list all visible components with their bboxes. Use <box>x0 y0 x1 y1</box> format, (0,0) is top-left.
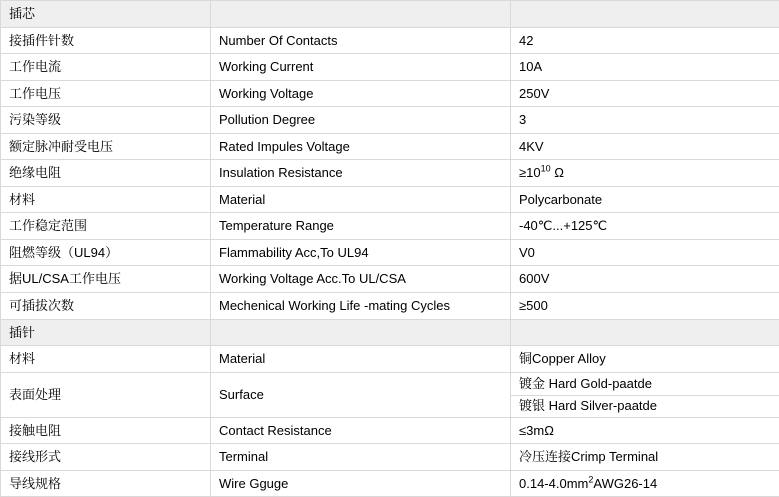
spec-label-cn: 表面处理 <box>1 372 211 417</box>
spec-value: 冷压连接Crimp Terminal <box>511 444 779 471</box>
spec-label-en: Material <box>211 186 511 213</box>
table-row <box>1 54 779 81</box>
spec-value: 10A <box>511 54 779 81</box>
spec-label-en: Working Voltage Acc.To UL/CSA <box>211 266 511 293</box>
spec-label-en: Surface <box>211 372 511 417</box>
spec-label-cn: 接插件针数 <box>1 27 211 54</box>
value-suffix: AWG26-14 <box>593 476 657 491</box>
spec-value: 42 <box>511 27 779 54</box>
spec-value: 4KV <box>511 133 779 160</box>
section-header-spacer-value <box>511 319 779 346</box>
table-row <box>1 444 779 471</box>
spec-label-cn: 接触电阻 <box>1 417 211 444</box>
spec-label-en: Temperature Range <box>211 213 511 240</box>
table-row <box>1 213 779 240</box>
spec-label-cn: 材料 <box>1 186 211 213</box>
section-header-spacer-en <box>211 319 511 346</box>
spec-value: 铜Copper Alloy <box>511 346 779 373</box>
spec-value: V0 <box>511 239 779 266</box>
spec-label-cn: 额定脉冲耐受电压 <box>1 133 211 160</box>
spec-label-en: Pollution Degree <box>211 107 511 134</box>
spec-value: 250V <box>511 80 779 107</box>
section-header-row <box>1 1 779 28</box>
spec-label-cn: 据UL/CSA工作电压 <box>1 266 211 293</box>
table-row <box>1 470 779 497</box>
value-exponent: 10 <box>541 164 551 174</box>
table-row <box>1 293 779 320</box>
spec-label-en: Flammability Acc,To UL94 <box>211 239 511 266</box>
spec-label-cn: 阻燃等级（UL94） <box>1 239 211 266</box>
table-row <box>1 186 779 213</box>
spec-value-group <box>511 372 779 417</box>
spec-label-en: Working Voltage <box>211 80 511 107</box>
section-header-spacer-value <box>511 1 779 28</box>
section-header-row <box>1 319 779 346</box>
spec-label-cn: 污染等级 <box>1 107 211 134</box>
spec-label-cn: 材料 <box>1 346 211 373</box>
table-row <box>1 417 779 444</box>
spec-label-cn: 绝缘电阻 <box>1 160 211 187</box>
spec-value: ≥500 <box>511 293 779 320</box>
spec-label-cn: 导线规格 <box>1 470 211 497</box>
spec-value: Polycarbonate <box>511 186 779 213</box>
table-row <box>1 80 779 107</box>
spec-label-en: Rated Impules Voltage <box>211 133 511 160</box>
spec-value: 3 <box>511 107 779 134</box>
value-exponent: 2 <box>588 474 593 484</box>
spec-label-cn: 可插拔次数 <box>1 293 211 320</box>
spec-label-en: Working Current <box>211 54 511 81</box>
table-row <box>1 160 779 187</box>
spec-value: 镀银 Hard Silver-paatde <box>511 395 779 417</box>
table-row <box>1 107 779 134</box>
table-row <box>1 239 779 266</box>
section-label-insert-core: 插芯 <box>1 1 211 28</box>
spec-label-en: Terminal <box>211 444 511 471</box>
spec-label-en: Material <box>211 346 511 373</box>
table-row <box>1 266 779 293</box>
spec-value: -40℃...+125℃ <box>511 213 779 240</box>
spec-value <box>511 470 779 497</box>
section-label-contact-pin: 插针 <box>1 319 211 346</box>
spec-label-cn: 接线形式 <box>1 444 211 471</box>
table-row <box>1 372 779 417</box>
spec-label-en: Contact Resistance <box>211 417 511 444</box>
spec-value: 镀金 Hard Gold-paatde <box>511 373 779 395</box>
value-prefix: 0.14-4.0mm <box>519 476 588 491</box>
value-suffix: Ω <box>551 165 564 180</box>
spec-label-en: Mechenical Working Life -mating Cycles <box>211 293 511 320</box>
spec-label-en: Insulation Resistance <box>211 160 511 187</box>
spec-label-en: Number Of Contacts <box>211 27 511 54</box>
spec-value: 600V <box>511 266 779 293</box>
spec-label-cn: 工作电压 <box>1 80 211 107</box>
spec-value: ≤3mΩ <box>511 417 779 444</box>
table-row <box>1 346 779 373</box>
table-row <box>1 133 779 160</box>
spec-label-cn: 工作电流 <box>1 54 211 81</box>
spec-label-en: Wire Gguge <box>211 470 511 497</box>
spec-label-cn: 工作稳定范围 <box>1 213 211 240</box>
section-header-spacer-en <box>211 1 511 28</box>
table-row <box>1 27 779 54</box>
value-prefix: ≥10 <box>519 165 541 180</box>
spec-value <box>511 160 779 187</box>
